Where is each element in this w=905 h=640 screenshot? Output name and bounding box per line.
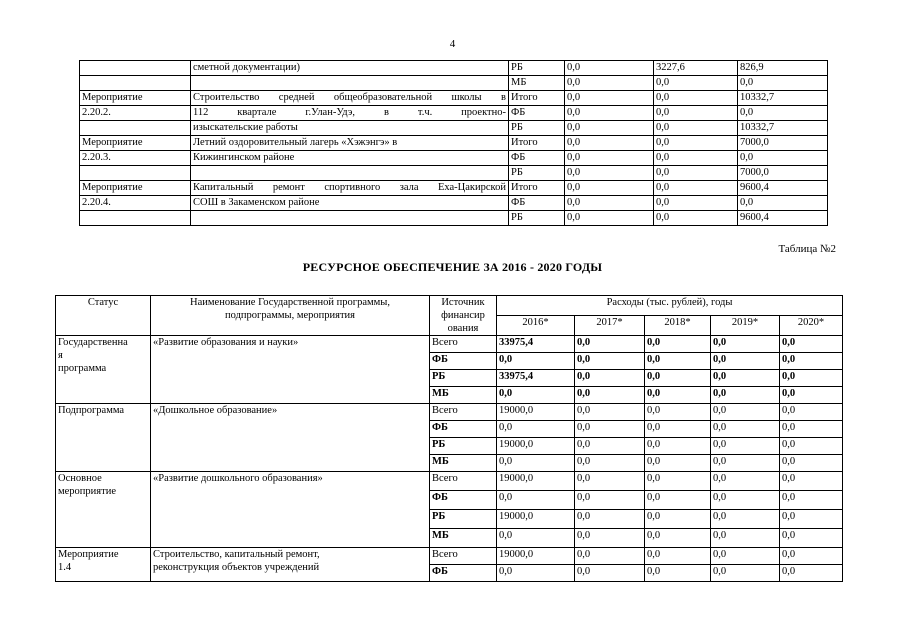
row-value: 19000,0: [497, 510, 575, 529]
header-status: Статус: [56, 296, 151, 336]
row-value: 0,0: [654, 166, 738, 181]
row-value: 0,0: [711, 491, 780, 510]
row-value: 0,0: [497, 421, 575, 438]
row-name: [191, 166, 509, 181]
header-year: 2018*: [645, 316, 711, 336]
row-source: МБ: [509, 76, 565, 91]
row-source: Всего: [430, 336, 497, 353]
header-source: Источник финансир ования: [430, 296, 497, 336]
row-value: 0,0: [711, 370, 780, 387]
group-name: [151, 336, 430, 404]
row-value: 0,0: [780, 421, 843, 438]
row-value: 0,0: [575, 491, 645, 510]
row-value: 0,0: [645, 404, 711, 421]
row-value: 33975,4: [497, 370, 575, 387]
group-status: [56, 404, 151, 472]
row-value: 0,0: [645, 438, 711, 455]
row-value: 0,0: [780, 510, 843, 529]
status-line: мероприятие: [58, 486, 116, 497]
section-title: РЕСУРСНОЕ ОБЕСПЕЧЕНИЕ ЗА 2016 - 2020 ГОДЫ: [302, 260, 603, 274]
row-name: [191, 211, 509, 226]
row-value: 0,0: [711, 510, 780, 529]
page-number: 4: [449, 38, 456, 50]
header-name: Наименование Государственной программы, подпрограммы, мероприятия: [151, 296, 430, 336]
table-row: [80, 61, 828, 76]
header-year: 2017*: [575, 316, 645, 336]
row-value: 0,0: [565, 106, 654, 121]
row-value: 0,0: [497, 529, 575, 548]
continuation-table: [79, 60, 828, 226]
row-source: ФБ: [509, 151, 565, 166]
row-value: 7000,0: [738, 136, 828, 151]
row-source: РБ: [509, 121, 565, 136]
row-value: 9600,4: [738, 181, 828, 196]
table-row: [80, 166, 828, 181]
row-status: [80, 61, 191, 76]
row-status: [80, 166, 191, 181]
row-value: 0,0: [497, 491, 575, 510]
row-value: 0,0: [654, 151, 738, 166]
resource-table: [55, 295, 843, 582]
row-value: 0,0: [575, 353, 645, 370]
row-value: 0,0: [780, 529, 843, 548]
status-line: я: [58, 350, 63, 361]
row-name: СОШ в Закаменском районе: [191, 196, 509, 211]
row-value: 0,0: [711, 387, 780, 404]
table-row: [80, 136, 828, 151]
row-value: 0,0: [645, 455, 711, 472]
row-value: 0,0: [654, 91, 738, 106]
row-value: 0,0: [654, 181, 738, 196]
name-line: «Развитие дошкольного образования»: [153, 473, 323, 484]
row-value: 0,0: [575, 404, 645, 421]
row-value: 0,0: [780, 370, 843, 387]
row-name: Строительство средней общеобразовательной школы в: [191, 91, 509, 106]
row-name: сметной документации): [191, 61, 509, 76]
table-caption: Таблица №2: [778, 243, 836, 255]
row-value: 33975,4: [497, 336, 575, 353]
row-value: 0,0: [575, 472, 645, 491]
row-value: 0,0: [780, 387, 843, 404]
row-value: 0,0: [575, 370, 645, 387]
header-year: 2016*: [497, 316, 575, 336]
row-value: 826,9: [738, 61, 828, 76]
group-status: [56, 336, 151, 404]
row-value: 0,0: [654, 196, 738, 211]
row-name: Кижингинском районе: [191, 151, 509, 166]
row-source: Итого: [509, 91, 565, 106]
group-name: [151, 404, 430, 472]
row-value: 3227,6: [654, 61, 738, 76]
table-row: [80, 91, 828, 106]
row-source: Всего: [430, 472, 497, 491]
header-year: 2020*: [780, 316, 843, 336]
row-status: Мероприятие: [80, 136, 191, 151]
row-value: 0,0: [645, 565, 711, 582]
row-source: МБ: [430, 387, 497, 404]
row-source: ФБ: [509, 196, 565, 211]
row-value: 0,0: [780, 565, 843, 582]
row-status: [80, 76, 191, 91]
row-source: Итого: [509, 136, 565, 151]
row-value: 0,0: [780, 548, 843, 565]
row-source: ФБ: [509, 106, 565, 121]
row-value: 0,0: [645, 548, 711, 565]
row-name: [191, 76, 509, 91]
row-value: 0,0: [780, 472, 843, 491]
row-value: 0,0: [565, 151, 654, 166]
row-value: 0,0: [575, 548, 645, 565]
row-value: 0,0: [711, 565, 780, 582]
row-name: 112 квартале г.Улан-Удэ, в т.ч. проектно-: [191, 106, 509, 121]
table-row: [56, 548, 843, 565]
table-row: [80, 211, 828, 226]
row-value: 0,0: [575, 510, 645, 529]
row-value: 0,0: [711, 472, 780, 491]
group-status: [56, 548, 151, 582]
row-value: 0,0: [780, 455, 843, 472]
row-value: 9600,4: [738, 211, 828, 226]
row-value: 0,0: [645, 387, 711, 404]
row-value: 0,0: [497, 565, 575, 582]
row-value: 0,0: [645, 353, 711, 370]
row-value: 0,0: [575, 565, 645, 582]
row-source: Всего: [430, 404, 497, 421]
row-value: 0,0: [575, 387, 645, 404]
row-value: 0,0: [711, 404, 780, 421]
row-source: РБ: [509, 211, 565, 226]
row-value: 0,0: [654, 121, 738, 136]
status-line: Основное: [58, 473, 102, 484]
table-row: [80, 76, 828, 91]
row-value: 0,0: [738, 196, 828, 211]
table-row: [56, 472, 843, 491]
table-row: [56, 336, 843, 353]
row-source: Итого: [509, 181, 565, 196]
row-value: 0,0: [575, 336, 645, 353]
row-value: 0,0: [738, 106, 828, 121]
row-value: 0,0: [575, 529, 645, 548]
row-value: 0,0: [780, 353, 843, 370]
row-value: 0,0: [711, 336, 780, 353]
row-value: 0,0: [711, 353, 780, 370]
row-source: РБ: [509, 61, 565, 76]
row-value: 0,0: [645, 510, 711, 529]
header-year: 2019*: [711, 316, 780, 336]
row-value: 0,0: [645, 472, 711, 491]
row-value: 0,0: [565, 211, 654, 226]
group-name: [151, 472, 430, 548]
status-line: программа: [58, 363, 107, 374]
row-value: 0,0: [575, 438, 645, 455]
status-line: Подпрограмма: [58, 405, 125, 416]
row-value: 0,0: [645, 370, 711, 387]
row-value: 10332,7: [738, 91, 828, 106]
row-value: 0,0: [565, 196, 654, 211]
row-value: 0,0: [497, 387, 575, 404]
row-value: 0,0: [565, 76, 654, 91]
table-row: [80, 196, 828, 211]
row-source: РБ: [430, 510, 497, 529]
row-value: 0,0: [780, 438, 843, 455]
row-value: 19000,0: [497, 472, 575, 491]
row-name: изыскательские работы: [191, 121, 509, 136]
name-line: реконструкция объектов учреждений: [153, 562, 320, 573]
status-line: Мероприятие: [58, 549, 119, 560]
table-row: [80, 181, 828, 196]
row-value: 0,0: [654, 211, 738, 226]
row-value: 0,0: [780, 404, 843, 421]
name-line: «Дошкольное образование»: [153, 405, 278, 416]
row-value: 0,0: [575, 455, 645, 472]
row-value: 0,0: [711, 421, 780, 438]
row-source: ФБ: [430, 565, 497, 582]
row-value: 0,0: [711, 438, 780, 455]
row-value: 0,0: [645, 336, 711, 353]
row-value: 0,0: [497, 353, 575, 370]
row-value: 0,0: [711, 455, 780, 472]
name-line: «Развитие образования и науки»: [153, 337, 299, 348]
row-status: Мероприятие: [80, 181, 191, 196]
row-value: 0,0: [654, 136, 738, 151]
table-row: [56, 404, 843, 421]
row-value: 0,0: [780, 491, 843, 510]
row-value: 0,0: [645, 529, 711, 548]
row-value: 0,0: [575, 421, 645, 438]
table-row: [80, 151, 828, 166]
row-status: Мероприятие: [80, 91, 191, 106]
row-value: 0,0: [497, 455, 575, 472]
row-status: [80, 121, 191, 136]
row-value: 10332,7: [738, 121, 828, 136]
row-value: 0,0: [565, 61, 654, 76]
group-name: [151, 548, 430, 582]
row-value: 0,0: [565, 121, 654, 136]
row-value: 0,0: [565, 91, 654, 106]
row-value: 0,0: [654, 106, 738, 121]
row-value: 7000,0: [738, 166, 828, 181]
row-value: 19000,0: [497, 548, 575, 565]
row-name: Летний оздоровительный лагерь «Хэжэнгэ» в: [191, 136, 509, 151]
row-value: 0,0: [711, 548, 780, 565]
row-status: [80, 211, 191, 226]
row-value: 0,0: [738, 76, 828, 91]
row-source: РБ: [430, 370, 497, 387]
row-value: 19000,0: [497, 438, 575, 455]
row-value: 0,0: [565, 136, 654, 151]
row-source: РБ: [430, 438, 497, 455]
row-source: Всего: [430, 548, 497, 565]
row-value: 0,0: [565, 181, 654, 196]
row-value: 0,0: [645, 421, 711, 438]
row-value: 19000,0: [497, 404, 575, 421]
row-source: МБ: [430, 455, 497, 472]
row-value: 0,0: [711, 529, 780, 548]
row-value: 0,0: [645, 491, 711, 510]
row-value: 0,0: [738, 151, 828, 166]
row-value: 0,0: [565, 166, 654, 181]
row-status: 2.20.2.: [80, 106, 191, 121]
row-source: ФБ: [430, 421, 497, 438]
row-value: 0,0: [780, 336, 843, 353]
row-value: 0,0: [654, 76, 738, 91]
table-row: [80, 121, 828, 136]
row-name: Капитальный ремонт спортивного зала Еха-Цакирской: [191, 181, 509, 196]
status-line: 1.4: [58, 562, 72, 573]
row-status: 2.20.4.: [80, 196, 191, 211]
table-row: [80, 106, 828, 121]
group-status: [56, 472, 151, 548]
row-source: ФБ: [430, 353, 497, 370]
row-status: 2.20.3.: [80, 151, 191, 166]
row-source: РБ: [509, 166, 565, 181]
header-expenses: Расходы (тыс. рублей), годы: [497, 296, 843, 316]
status-line: Государственна: [58, 337, 128, 348]
name-line: Строительство, капитальный ремонт,: [153, 549, 320, 560]
row-source: МБ: [430, 529, 497, 548]
row-source: ФБ: [430, 491, 497, 510]
